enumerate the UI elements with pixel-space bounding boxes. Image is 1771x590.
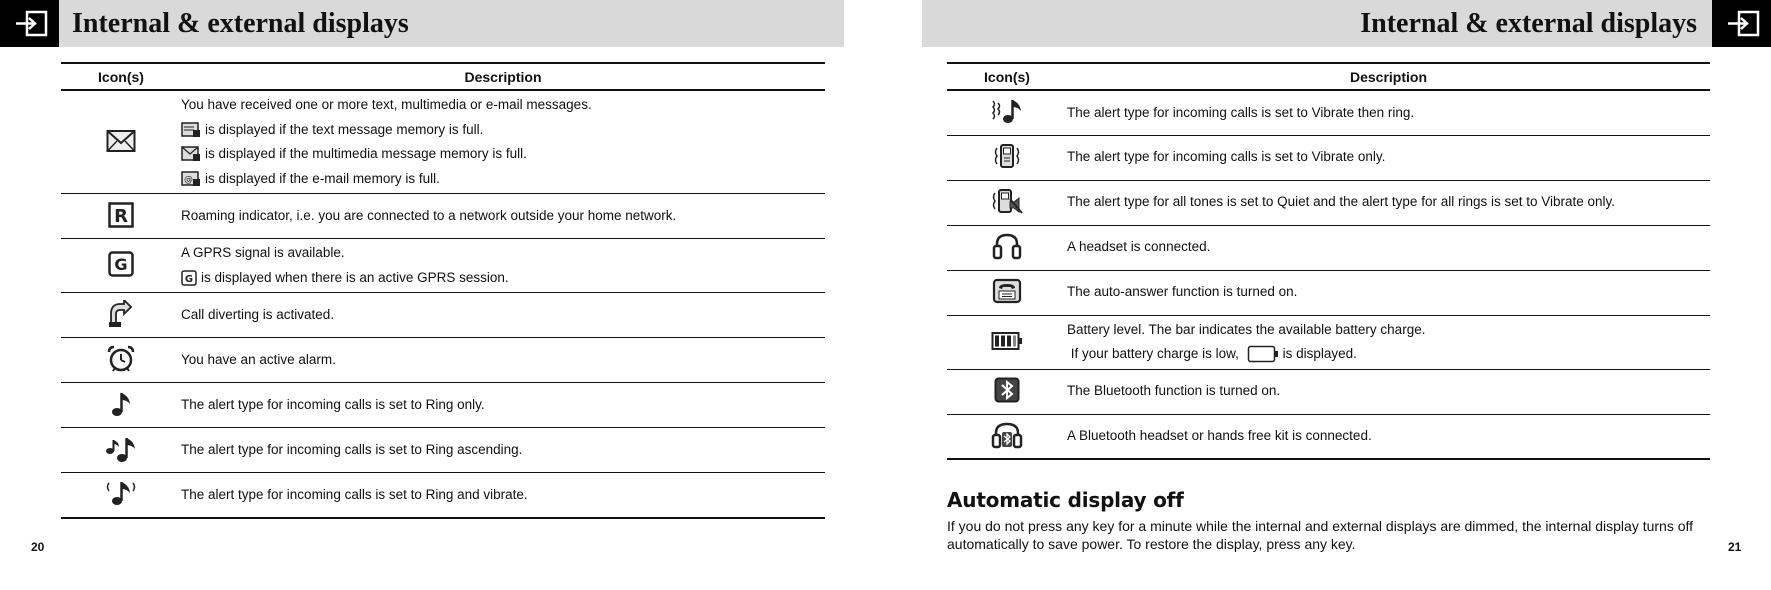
battery-low-icon xyxy=(1247,345,1279,363)
description-text: is displayed if the multimedia message memory is full. xyxy=(205,146,527,161)
section-badge-right xyxy=(1712,0,1771,47)
section-body: If you do not press any key for a minute while the internal and external displays are dimmed, the internal display turns off automatically to save power. To restore the display, press any key. xyxy=(947,518,1694,552)
description-text: A Bluetooth headset or hands free kit is connected. xyxy=(1067,428,1372,443)
section-heading: Automatic display off xyxy=(947,488,1184,512)
table-row xyxy=(61,239,825,293)
auto-answer-icon xyxy=(992,277,1022,305)
page-number-left: 20 xyxy=(31,540,45,554)
description-text: You have an active alarm. xyxy=(181,351,336,367)
email-memory-full-icon xyxy=(181,171,201,187)
gprs-active-icon xyxy=(181,270,197,286)
roaming-icon xyxy=(108,202,134,228)
description-text: Call diverting is activated. xyxy=(181,306,335,322)
description-text: Battery level. The bar indicates the available battery charge. xyxy=(1067,321,1426,337)
description-text: is displayed. xyxy=(1282,346,1357,361)
table-row xyxy=(947,270,1710,315)
description-text: The Bluetooth function is turned on. xyxy=(1067,383,1281,399)
call-divert-icon xyxy=(108,300,134,328)
enter-arrow-icon xyxy=(15,10,49,37)
description-text: Roaming indicator, i.e. you are connected to a network outside your home network. xyxy=(181,207,677,223)
bluetooth-icon xyxy=(994,377,1020,403)
page-number-right: 21 xyxy=(1728,540,1742,554)
vibrate-only-icon xyxy=(992,142,1022,170)
description-text: If your battery charge is low, xyxy=(1070,346,1239,361)
description-text: The alert type for incoming calls is set to Vibrate only. xyxy=(1067,149,1386,165)
description-text: The alert type for incoming calls is set to Vibrate then ring. xyxy=(1067,104,1415,120)
ring-ascending-icon xyxy=(104,435,138,463)
page-title-left: Internal & external displays xyxy=(72,8,409,39)
battery-icon xyxy=(991,331,1023,351)
multimedia-memory-full-icon xyxy=(181,146,201,162)
table-row xyxy=(61,338,825,383)
table-row xyxy=(947,414,1710,459)
table-row xyxy=(947,180,1710,225)
icon-table-right xyxy=(947,62,1710,460)
gprs-icon xyxy=(108,251,134,277)
table-row xyxy=(61,90,825,194)
svg-text:@: @ xyxy=(184,174,193,185)
description-text: You have received one or more text, multimedia or e-mail messages. xyxy=(181,97,592,112)
page-title-right: Internal & external displays xyxy=(1360,8,1697,39)
column-header-icons: Icon(s) xyxy=(947,63,1067,90)
bluetooth-headset-icon xyxy=(991,421,1023,449)
table-row xyxy=(61,194,825,239)
description-text: The alert type for all tones is set to Quiet and the alert type for all rings is set to Vibrate only. xyxy=(1067,194,1616,210)
icon-table-left xyxy=(61,62,825,519)
enter-arrow-icon xyxy=(1727,10,1761,37)
table-row xyxy=(947,225,1710,270)
quiet-vibrate-icon xyxy=(991,187,1023,215)
table-row xyxy=(61,473,825,518)
vibrate-then-ring-icon xyxy=(990,97,1024,125)
table-row xyxy=(947,90,1710,135)
column-header-description: Description xyxy=(1067,63,1710,90)
table-row xyxy=(61,293,825,338)
table-row xyxy=(947,369,1710,414)
description-text: The alert type for incoming calls is set to Ring and vibrate. xyxy=(181,486,528,502)
ring-only-icon xyxy=(109,390,133,418)
description-text: The alert type for incoming calls is set to Ring only. xyxy=(181,396,485,412)
text-memory-full-icon xyxy=(181,122,201,138)
table-row xyxy=(947,315,1710,369)
description-text: The alert type for incoming calls is set to Ring ascending. xyxy=(181,441,523,457)
description-text: A headset is connected. xyxy=(1067,239,1211,255)
description-text: The auto-answer function is turned on. xyxy=(1067,284,1298,300)
section-badge-left xyxy=(0,0,59,47)
alarm-clock-icon xyxy=(106,345,136,373)
description-text: is displayed if the e-mail memory is full. xyxy=(205,170,440,186)
description-text: is displayed if the text message memory is full. xyxy=(205,121,484,137)
table-row xyxy=(61,428,825,473)
column-header-description: Description xyxy=(181,63,825,90)
svg-text:R: R xyxy=(114,205,128,227)
svg-text:G: G xyxy=(114,255,128,274)
table-row xyxy=(947,135,1710,180)
table-row xyxy=(61,383,825,428)
description-text: A GPRS signal is available. xyxy=(181,245,345,260)
column-header-icons: Icon(s) xyxy=(61,63,181,90)
description-text: is displayed when there is an active GPRS session. xyxy=(201,269,509,285)
svg-text:G: G xyxy=(184,273,194,285)
headset-icon xyxy=(992,232,1022,260)
envelope-icon xyxy=(106,129,136,153)
ring-vibrate-icon xyxy=(105,479,137,507)
